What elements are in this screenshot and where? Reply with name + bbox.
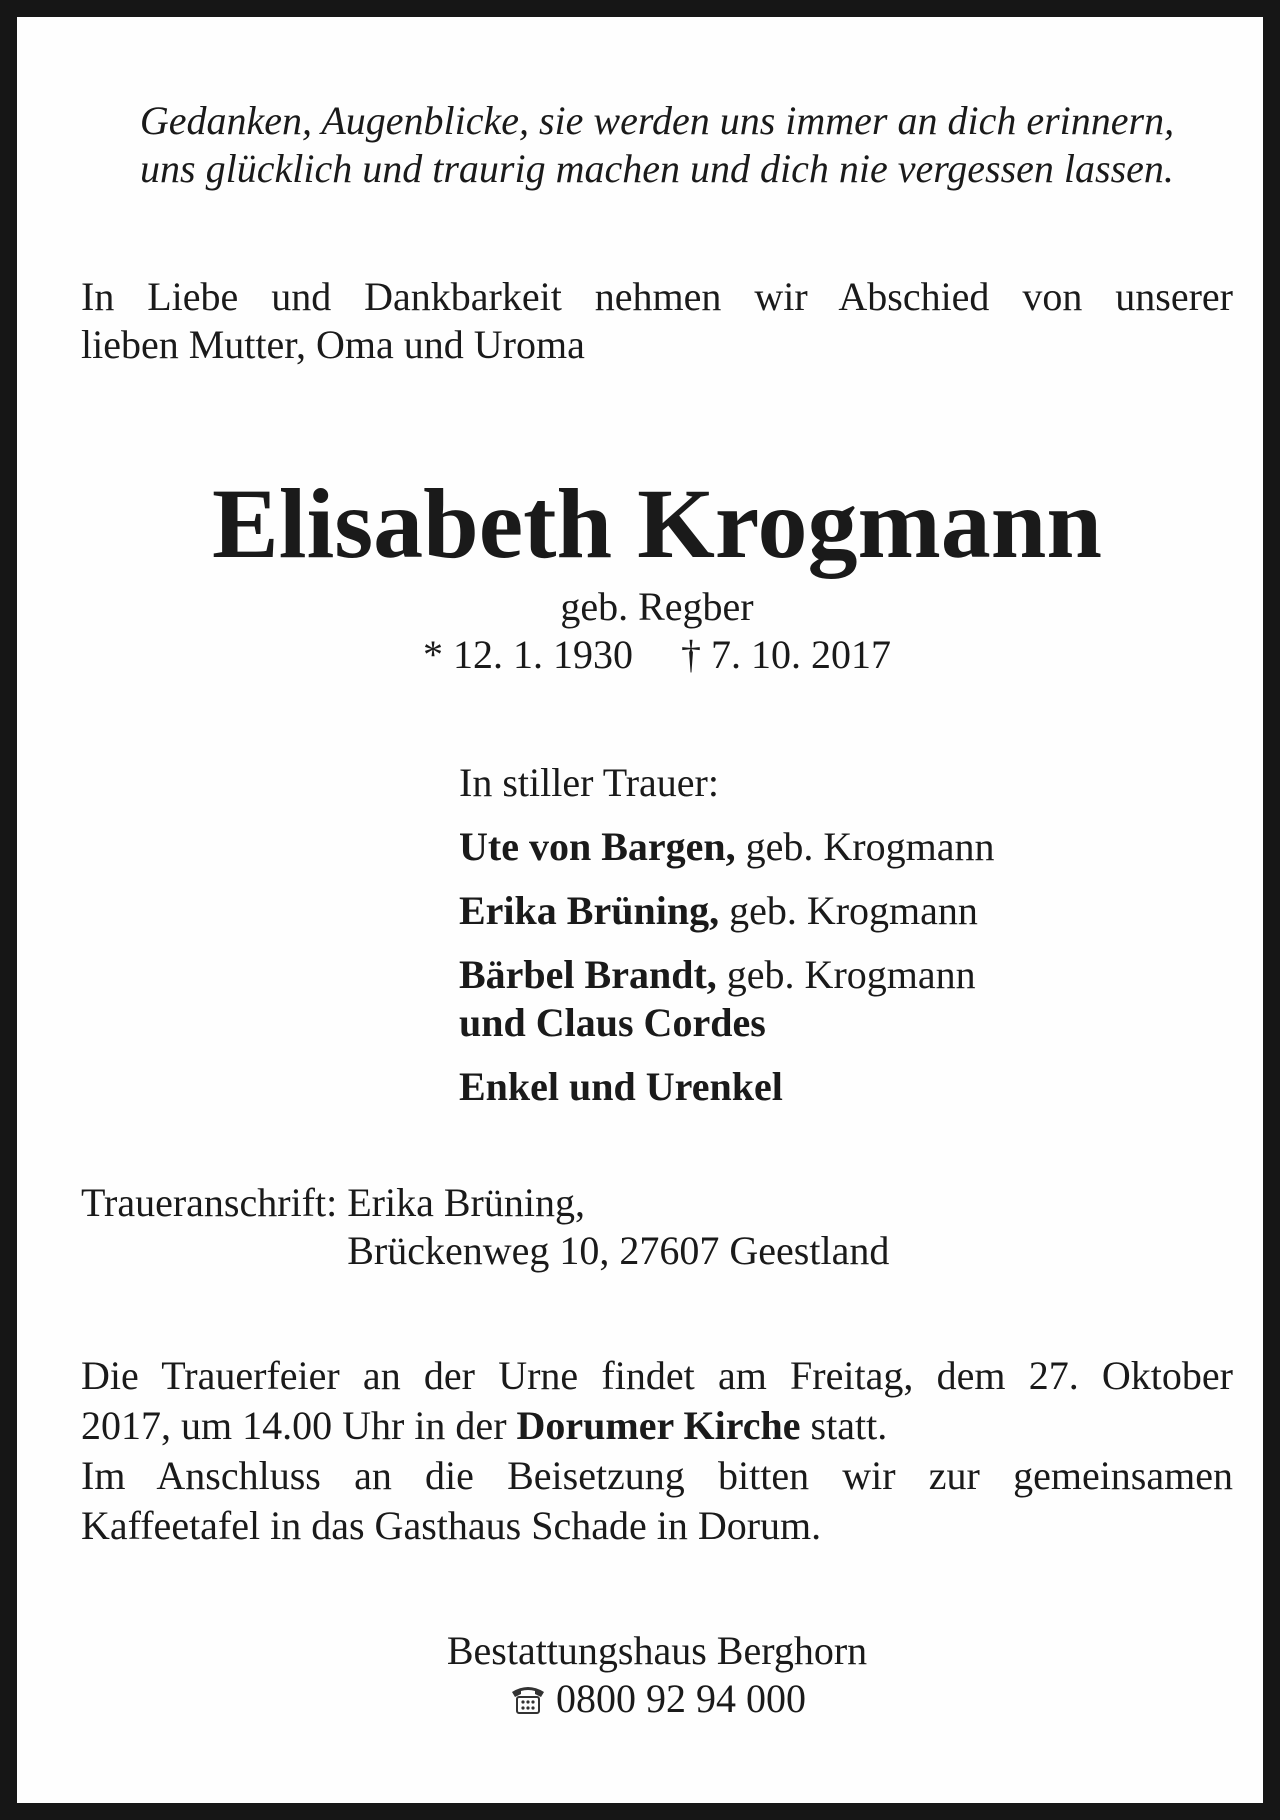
birth-date: * 12. 1. 1930 (423, 632, 633, 677)
mourner-name: Ute von Bargen, (459, 824, 736, 869)
mourner-suffix: geb. Krogmann (716, 952, 976, 997)
deceased-name: Elisabeth Krogmann (212, 468, 1102, 579)
mourning-address (81, 1179, 1233, 1275)
ceremony-line-3: Im Anschluss an die Beisetzung bitten wir zur gemeinsamen (81, 1453, 1233, 1498)
ceremony-line-2-post: statt. (800, 1403, 888, 1448)
mourner-name: Enkel und Urenkel (459, 1064, 783, 1109)
mourner-item (459, 951, 1233, 999)
ceremony-line-2 (81, 1401, 1233, 1451)
deceased-maiden-name: geb. Regber (560, 584, 754, 629)
address-lines (347, 1179, 889, 1275)
intro-line-1: In Liebe und Dankbarkeit nehmen wir Abschied von unserer (81, 274, 1233, 319)
mourner-name: Erika Brüning, (459, 888, 720, 933)
motto-line-1: Gedanken, Augenblicke, sie werden uns immer an dich erinnern, (139, 98, 1175, 143)
mourner-item (459, 887, 1233, 935)
ceremony-line-4: Kaffeetafel in das Gasthaus Schade in Dorum. (81, 1503, 822, 1548)
ceremony-line-1: Die Trauerfeier an der Urne findet am Freitag, dem 27. Oktober (81, 1353, 1233, 1398)
notice-content (81, 97, 1233, 1723)
mourner-suffix: geb. Krogmann (719, 888, 978, 933)
mourner-item (459, 999, 1233, 1047)
motto (81, 97, 1233, 193)
motto-line-2: uns glücklich und traurig machen und dich nie vergessen lassen. (140, 146, 1174, 191)
intro-text (81, 273, 1233, 369)
mourner-name: Bärbel Brandt, (459, 952, 717, 997)
undertaker-phone-row (81, 1675, 1233, 1723)
telephone-icon (508, 1679, 548, 1713)
ceremony-text (81, 1351, 1233, 1551)
mourner-suffix: geb. Krogmann (735, 824, 995, 869)
undertaker-phone: 0800 92 94 000 (556, 1676, 806, 1721)
mourner-item (459, 1063, 1233, 1111)
mourner-name: und Claus Cordes (459, 1000, 766, 1045)
address-line-2: Brückenweg 10, 27607 Geestland (347, 1228, 890, 1273)
mourners-heading: In stiller Trauer: (459, 760, 719, 805)
intro-line-2: lieben Mutter, Oma und Uroma (81, 322, 585, 367)
death-date: † 7. 10. 2017 (681, 632, 891, 677)
undertaker-block (81, 1627, 1233, 1723)
address-label: Traueranschrift: (81, 1180, 338, 1225)
undertaker-name: Bestattungshaus Berghorn (446, 1628, 868, 1673)
life-dates (81, 631, 1233, 679)
mourners-block (459, 759, 1233, 1111)
church-name: Dorumer Kirche (516, 1403, 801, 1448)
ceremony-line-2-pre: 2017, um 14.00 Uhr in der (81, 1403, 517, 1448)
address-line-1: Erika Brüning, (347, 1180, 585, 1225)
mourner-item (459, 823, 1233, 871)
